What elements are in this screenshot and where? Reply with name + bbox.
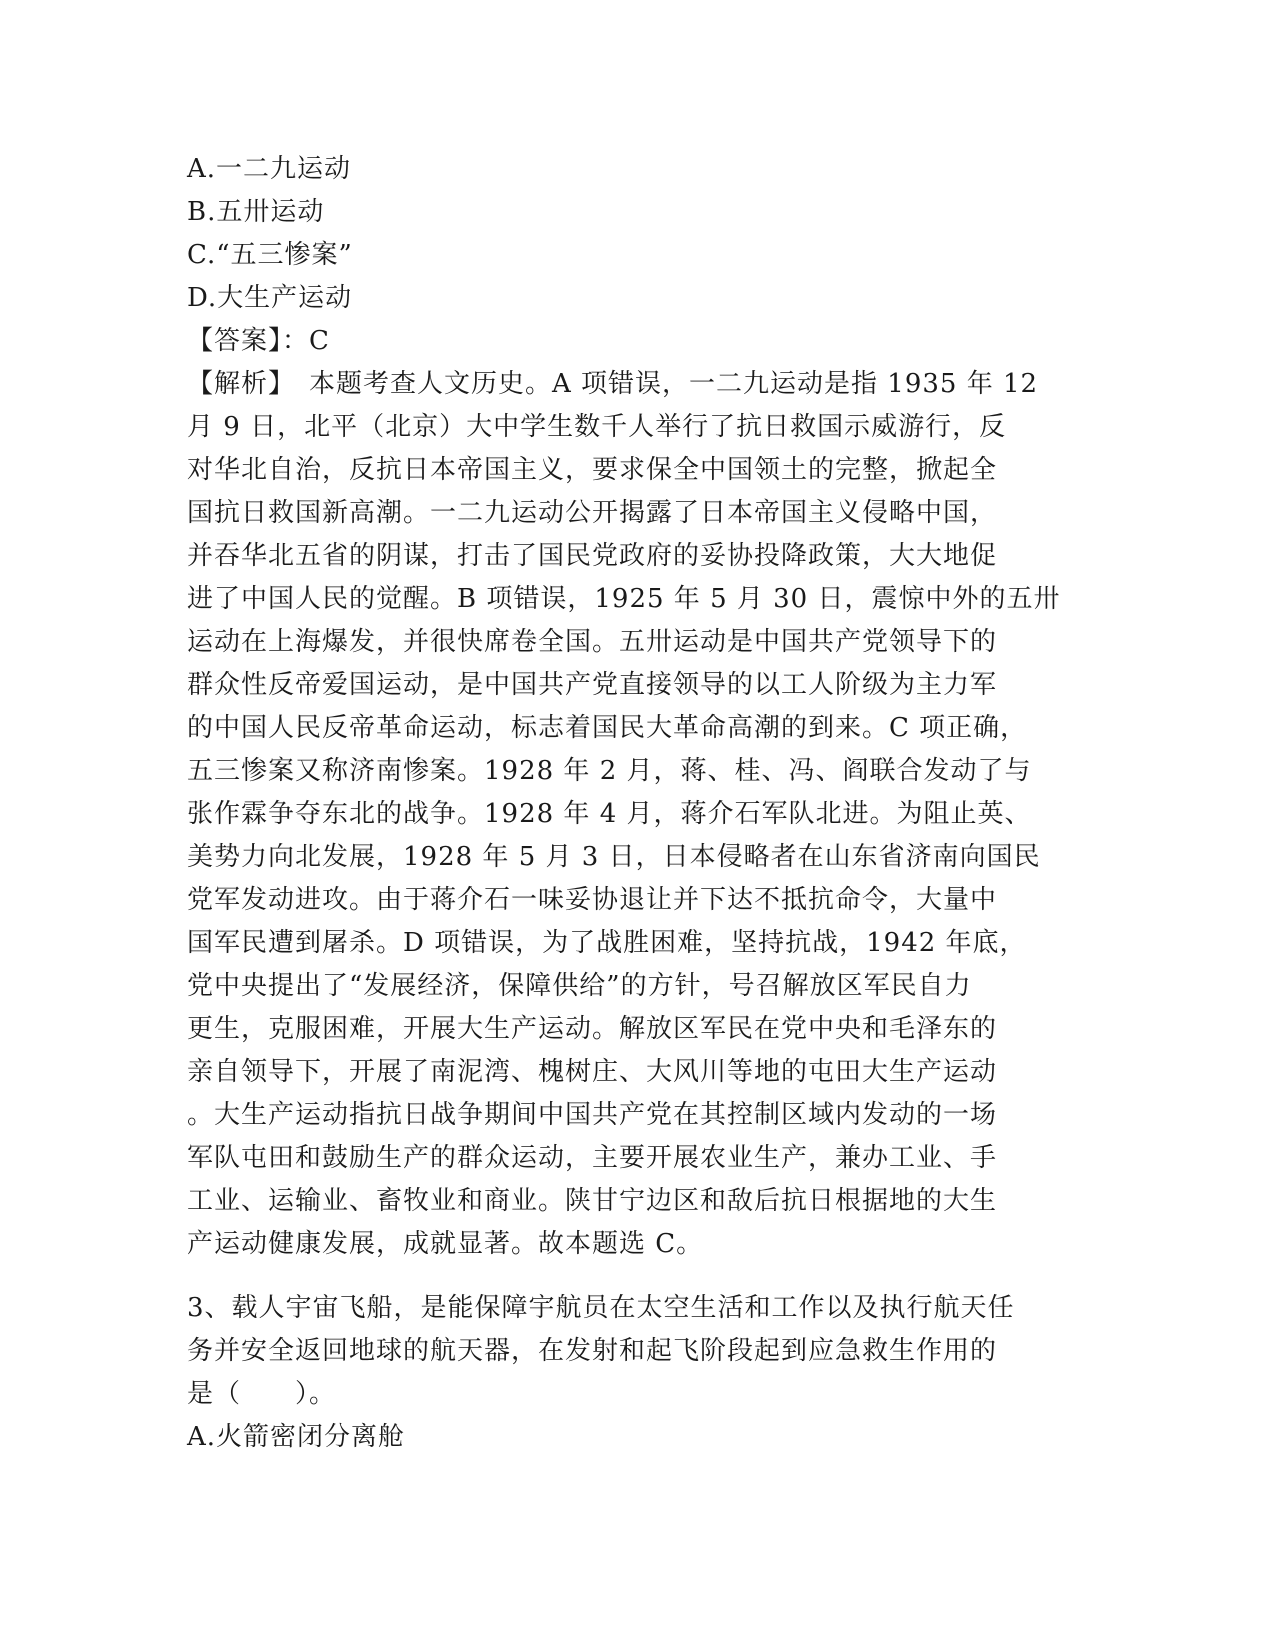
question-stem-line: 务并安全返回地球的航天器，在发射和起飞阶段起到应急救生作用的 bbox=[187, 1336, 998, 1366]
analysis-line: 【解析】 本题考查人文历史。A 项错误，一二九运动是指 1935 年 12 bbox=[187, 369, 1039, 399]
question-stem-line: 是（ ）。 bbox=[187, 1379, 337, 1409]
analysis-line: 对华北自治，反抗日本帝国主义，要求保全中国领土的完整，掀起全 bbox=[187, 455, 998, 485]
analysis-line: 党军发动进攻。由于蒋介石一味妥协退让并下达不抵抗命令，大量中 bbox=[187, 885, 998, 915]
option-c: C.“五三惨案” bbox=[187, 240, 353, 270]
q3-option-a: A.火箭密闭分离舱 bbox=[187, 1422, 406, 1452]
analysis-line: 工业、运输业、畜牧业和商业。陕甘宁边区和敌后抗日根据地的大生 bbox=[187, 1186, 998, 1216]
analysis-line: 运动在上海爆发，并很快席卷全国。五卅运动是中国共产党领导下的 bbox=[187, 627, 998, 657]
analysis-line: 军队屯田和鼓励生产的群众运动，主要开展农业生产，兼办工业、手 bbox=[187, 1143, 998, 1173]
analysis-line: 国军民遭到屠杀。D 项错误，为了战胜困难，坚持抗战，1942 年底， bbox=[187, 928, 1027, 958]
analysis-line: 群众性反帝爱国运动，是中国共产党直接领导的以工人阶级为主力军 bbox=[187, 670, 998, 700]
question-3-stem bbox=[187, 1287, 1087, 1416]
option-a: A.一二九运动 bbox=[187, 154, 352, 184]
analysis-line: 并吞华北五省的阴谋，打击了国民党政府的妥协投降政策，大大地促 bbox=[187, 541, 998, 571]
analysis-line: 五三惨案又称济南惨案。1928 年 2 月，蒋、桂、冯、阎联合发动了与 bbox=[187, 756, 1032, 786]
document-body bbox=[187, 148, 1087, 1459]
analysis-line: 。大生产运动指抗日战争期间中国共产党在其控制区域内发动的一场 bbox=[187, 1100, 998, 1130]
analysis-line: 进了中国人民的觉醒。B 项错误，1925 年 5 月 30 日，震惊中外的五卅 bbox=[187, 584, 1061, 614]
analysis-paragraph bbox=[187, 363, 1087, 1266]
analysis-line: 国抗日救国新高潮。一二九运动公开揭露了日本帝国主义侵略中国， bbox=[187, 498, 998, 528]
analysis-line: 更生，克服困难，开展大生产运动。解放区军民在党中央和毛泽东的 bbox=[187, 1014, 998, 1044]
answer-line: 【答案】：C bbox=[187, 326, 330, 356]
analysis-line: 月 9 日，北平（北京）大中学生数千人举行了抗日救国示威游行，反 bbox=[187, 412, 1007, 442]
analysis-line: 党中央提出了“发展经济，保障供给”的方针，号召解放区军民自力 bbox=[187, 971, 972, 1001]
option-b: B.五卅运动 bbox=[187, 197, 325, 227]
analysis-line: 张作霖争夺东北的战争。1928 年 4 月，蒋介石军队北进。为阻止英、 bbox=[187, 799, 1032, 829]
analysis-line: 产运动健康发展，成就显著。故本题选 C。 bbox=[187, 1229, 704, 1259]
analysis-line: 美势力向北发展，1928 年 5 月 3 日，日本侵略者在山东省济南向国民 bbox=[187, 842, 1041, 872]
option-d: D.大生产运动 bbox=[187, 283, 353, 313]
question-stem-line: 3、载人宇宙飞船，是能保障宇航员在太空生活和工作以及执行航天任 bbox=[187, 1293, 1015, 1323]
analysis-line: 亲自领导下，开展了南泥湾、槐树庄、大风川等地的屯田大生产运动 bbox=[187, 1057, 998, 1087]
analysis-line: 的中国人民反帝革命运动，标志着国民大革命高潮的到来。C 项正确， bbox=[187, 713, 1028, 743]
paragraph-gap bbox=[187, 1266, 1087, 1287]
